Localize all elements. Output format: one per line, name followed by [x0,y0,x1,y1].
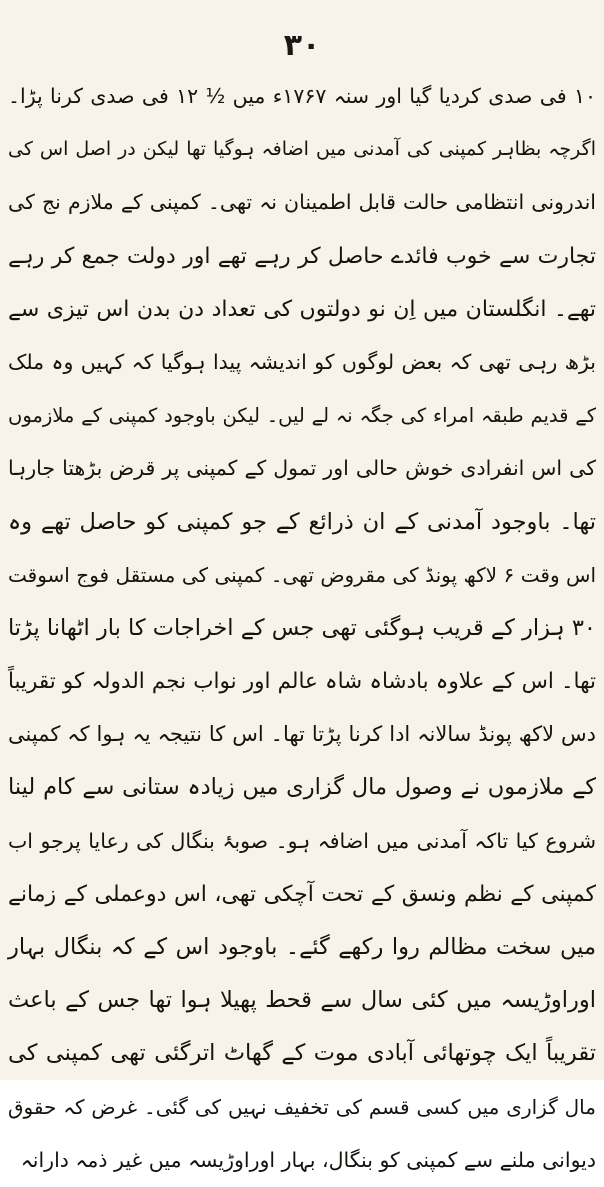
page-number: ۳۰ [283,28,321,63]
text-line: ۱۰ فی صدی کردیا گیا اور سنہ ۱۷۶۷ء میں ½ ۱۲ فی صدی کرنا پڑا۔ [8,84,596,108]
text-line: بڑھ رہی تھی کہ بعض لوگوں کو اندیشہ پیدا ہوگیا کہ کہیں وہ ملک [8,349,596,374]
text-line: دس لاکھ پونڈ سالانہ ادا کرنا پڑتا تھا۔ اس کا نتیجہ یہ ہوا کہ کمپنی [8,722,596,747]
text-line: تجارت سے خوب فائدے حاصل کر رہے تھے اور دولت جمع کر رہے [8,243,596,269]
text-line: شروع کیا تاکہ آمدنی میں اضافہ ہو۔ صوبۂ بنگال کی رعایا پرجو اب [8,828,596,853]
text-line: تھا۔ اس کے علاوہ بادشاہ شاہ عالم اور نواب نجم الدولہ کو تقریباً [8,669,596,695]
body-text [8,70,596,1187]
text-line: کمپنی کے نظم ونسق کے تحت آچکی تھی، اس دوعملی کے زمانے [8,881,596,907]
text-line: اوراوڑیسہ میں کئی سال سے قحط پھیلا ہوا تھا جس کے باعث [8,987,596,1014]
text-line: کے ملازموں نے وصول مال گزاری میں زیادہ ستانی سے کام لینا [8,774,596,801]
text-line: میں سخت مظالم روا رکھے گئے۔ باوجود اس کے کہ بنگال بہار [8,934,596,960]
text-line: دیوانی ملنے سے کمپنی کو بنگال، بہار اوراوڑیسہ میں غیر ذمہ دارانہ [20,1147,596,1172]
text-line: تھا۔ باوجود آمدنی کے ان ذرائع کے جو کمپنی کو حاصل تھے وہ [8,508,596,535]
text-line: تقریباً ایک چوتھائی آبادی موت کے گھاٹ اترگئی تھی کمپنی کی [8,1040,596,1067]
text-line: اس وقت ۶ لاکھ پونڈ کی مقروض تھی۔ کمپنی کی مستقل فوج اسوقت [8,562,597,587]
text-line: کے قدیم طبقہ امراء کی جگہ نہ لے لیں۔ لیکن باوجود کمپنی کے ملازموں [8,404,596,428]
text-line: اندرونی انتظامی حالت قابل اطمینان نہ تھی۔ کمپنی کے ملازم نج کی [8,190,596,215]
text-line: اگرچہ بظاہر کمپنی کی آمدنی میں اضافہ ہوگیا تھا لیکن در اصل اس کی [8,138,596,161]
text-line: ۳۰ ہزار کے قریب ہوگئی تھی جس کے اخراجات کا بار اٹھانا پڑتا [7,614,596,641]
text-line: تھے۔ انگلستان میں اِن نو دولتوں کی تعداد دن بدن اس تیزی سے [8,296,596,322]
text-line: کی اس انفرادی خوش حالی اور تمول کے کمپنی پر قرض بڑھتا جارہا [8,456,596,481]
text-line: مال گزاری میں کسی قسم کی تخفیف نہیں کی گئی۔ غرض کہ حقوق [8,1094,596,1119]
